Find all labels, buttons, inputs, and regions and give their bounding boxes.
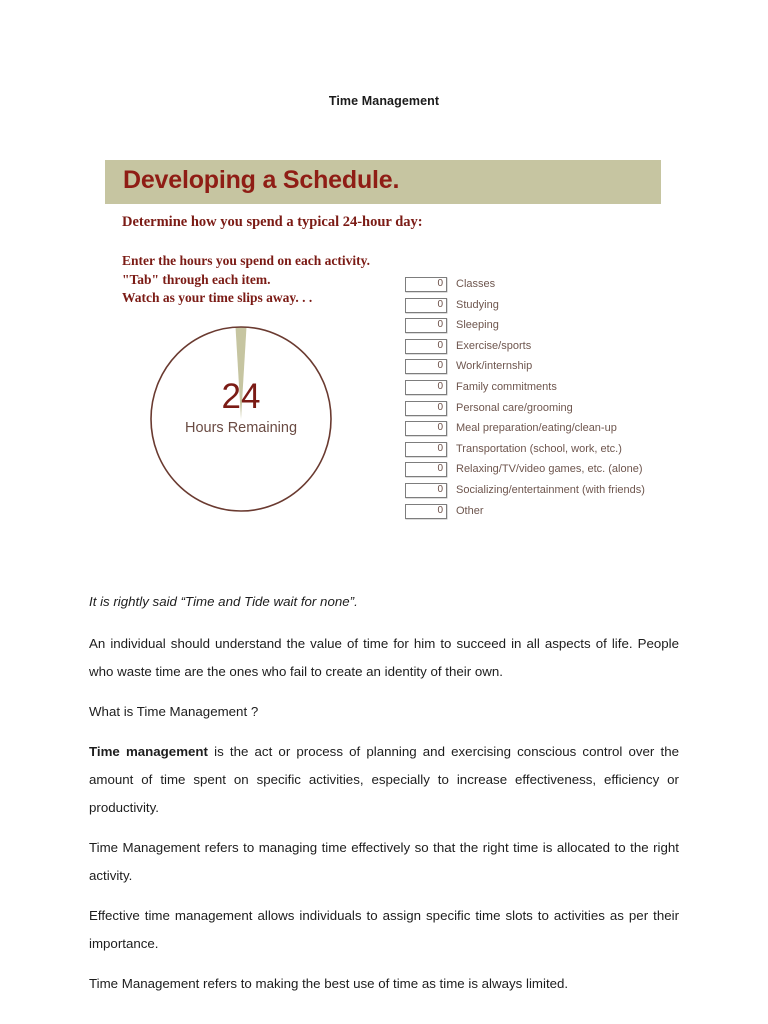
- activity-label: Exercise/sports: [456, 339, 532, 352]
- activity-row: [405, 442, 661, 463]
- activity-row: [405, 504, 661, 525]
- activity-hours-input[interactable]: [405, 298, 447, 313]
- gauge-caption: Hours Remaining: [184, 420, 298, 436]
- activity-row: [405, 277, 661, 298]
- activity-row: [405, 401, 661, 422]
- activity-label: Work/internship: [456, 360, 533, 373]
- paragraph-best-use: Time Management refers to making the best use of time as time is always limited.: [89, 976, 569, 991]
- activity-row: [405, 380, 661, 401]
- activity-hours-value: 0: [437, 319, 443, 331]
- activity-label: Family commitments: [456, 380, 557, 393]
- worksheet-instructions: [122, 252, 370, 308]
- activity-hours-input[interactable]: [405, 504, 447, 519]
- paragraph-definition: [89, 738, 679, 822]
- activity-label: Classes: [456, 278, 496, 290]
- gauge-hours-value: 24: [221, 377, 261, 416]
- activity-row: [405, 462, 661, 483]
- activity-hours-value: 0: [437, 278, 443, 289]
- activity-label: Socializing/entertainment (with friends): [456, 483, 645, 496]
- activity-label: Personal care/grooming: [456, 401, 573, 414]
- paragraph-definition-lead: Time management: [89, 744, 208, 759]
- activity-hours-value: 0: [437, 483, 443, 495]
- activity-label: Other: [456, 504, 484, 517]
- activity-hours-value: 0: [437, 380, 443, 392]
- activity-hours-value: 0: [437, 504, 443, 516]
- activity-hours-input[interactable]: [405, 462, 447, 477]
- activity-row: [405, 298, 661, 319]
- paragraph-question: What is Time Management ?: [89, 704, 259, 719]
- page-title: Time Management: [328, 94, 440, 108]
- activity-row: [405, 339, 661, 360]
- paragraph-allocation: Time Management refers to managing time effectively so that the right time is allocated to the right activity.: [89, 840, 679, 883]
- activity-hours-input[interactable]: [405, 380, 447, 395]
- hours-remaining-gauge: [149, 325, 333, 513]
- activity-hours-value: 0: [437, 422, 443, 434]
- worksheet-prompt: Determine how you spend a typical 24-hour day:: [122, 214, 423, 230]
- activity-hours-input[interactable]: [405, 359, 447, 374]
- activity-label: Meal preparation/eating/clean-up: [456, 422, 617, 435]
- body-copy: [89, 588, 679, 1010]
- activity-hours-input[interactable]: [405, 318, 447, 333]
- activity-hours-value: 0: [437, 298, 443, 310]
- worksheet-banner: [105, 160, 661, 204]
- activity-label: Sleeping: [456, 319, 499, 332]
- activity-hours-value: 0: [437, 401, 443, 413]
- activity-hours-input[interactable]: [405, 483, 447, 498]
- paragraph-quote: It is rightly said “Time and Tide wait for none”.: [89, 594, 358, 609]
- activity-hours-value: 0: [437, 442, 443, 454]
- activity-row: [405, 318, 661, 339]
- worksheet-instruction-line: Watch as your time slips away. . .: [122, 290, 313, 305]
- activity-row: [405, 359, 661, 380]
- activity-hours-input[interactable]: [405, 401, 447, 416]
- activity-hours-input[interactable]: [405, 277, 447, 292]
- activity-hours-list: [405, 277, 661, 524]
- paragraph-time-slots: Effective time management allows individuals to assign specific time slots to activities as per their importance.: [89, 908, 679, 951]
- activity-hours-input[interactable]: [405, 421, 447, 436]
- worksheet-banner-title: Developing a Schedule.: [123, 166, 400, 194]
- activity-hours-input[interactable]: [405, 339, 447, 354]
- activity-label: Relaxing/TV/video games, etc. (alone): [456, 463, 643, 476]
- activity-row: [405, 421, 661, 442]
- activity-label: Transportation (school, work, etc.): [456, 442, 622, 455]
- activity-hours-value: 0: [437, 339, 443, 351]
- worksheet-instruction-line: Enter the hours you spend on each activity.: [122, 253, 371, 268]
- paragraph-definition-text: is the act or process of planning and exercising conscious control over the amount of time spent on specific activities, especially to increase effectiveness, efficiency or productivity.: [89, 744, 679, 815]
- activity-hours-value: 0: [437, 463, 443, 475]
- developing-a-schedule-worksheet: [105, 160, 661, 535]
- activity-hours-input[interactable]: [405, 442, 447, 457]
- activity-row: [405, 483, 661, 504]
- paragraph-value-of-time: An individual should understand the value of time for him to succeed in all aspects of life. People who waste time are the ones who fail to create an identity of their own.: [89, 636, 679, 679]
- activity-hours-value: 0: [437, 360, 443, 372]
- worksheet-instruction-line: "Tab" through each item.: [122, 271, 271, 287]
- activity-label: Studying: [456, 298, 499, 311]
